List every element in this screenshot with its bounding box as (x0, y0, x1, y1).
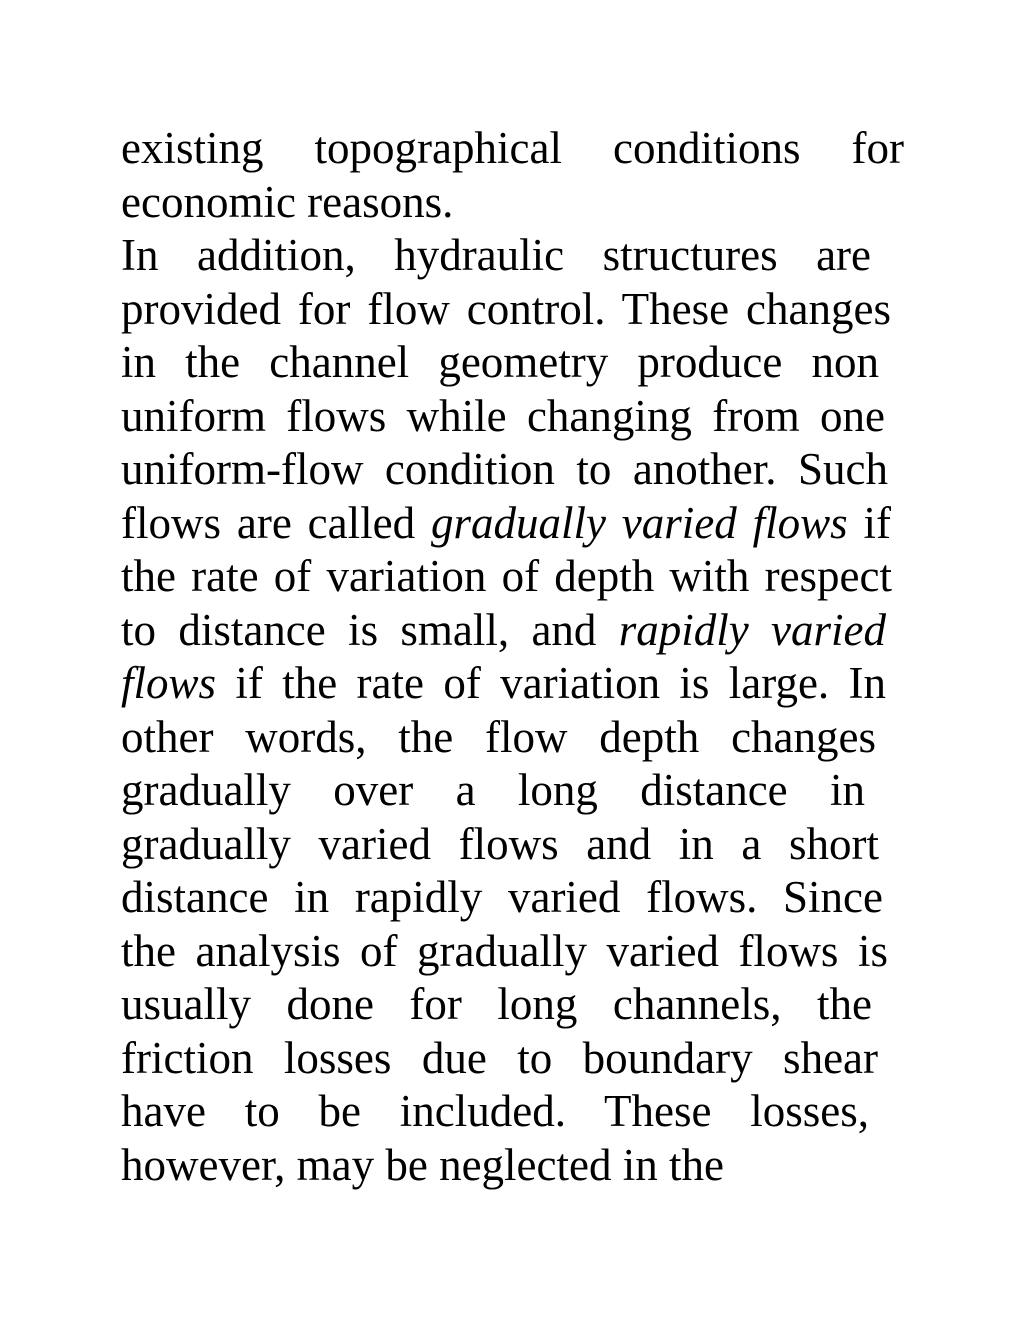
text-segment: the rate of variation of depth with respect (121, 551, 892, 601)
text-line (121, 336, 879, 390)
text-segment: the analysis of gradually varied flows is (121, 925, 888, 976)
text-segment: provided for flow control. These changes (121, 283, 891, 334)
text-segment: economic reasons. (121, 176, 454, 227)
text-segment: gradually varied flows and in a short (121, 818, 879, 869)
text-line (121, 657, 886, 711)
text-line (121, 711, 876, 765)
text-segment: other words, the flow depth changes (121, 711, 876, 762)
text-line (121, 871, 883, 925)
document-body (121, 122, 904, 1192)
text-segment: uniform flows while changing from one (121, 390, 885, 441)
italic-term: rapidly varied (618, 604, 886, 655)
text-line (121, 229, 871, 283)
text-segment: flows are called (121, 497, 431, 548)
italic-term: gradually varied flows (430, 497, 848, 548)
text-line (121, 550, 892, 604)
text-line (121, 818, 879, 872)
italic-term: flows (121, 658, 217, 708)
text-line (121, 390, 885, 444)
text-segment: In addition, hydraulic structures are (121, 230, 871, 280)
text-line (121, 925, 888, 979)
text-segment: friction losses due to boundary shear (121, 1032, 878, 1083)
text-line (121, 443, 888, 497)
text-line (121, 122, 904, 176)
text-segment: uniform-flow condition to another. Such (121, 444, 888, 494)
text-segment: if the rate of variation is large. In (216, 658, 886, 708)
text-line (121, 1139, 904, 1193)
text-line (121, 283, 891, 337)
text-line (121, 1085, 869, 1139)
text-segment: gradually over a long distance in (121, 765, 865, 815)
text-segment: if (847, 497, 891, 548)
text-line (121, 497, 891, 551)
text-line (121, 604, 886, 658)
text-segment: to distance is small, and (121, 604, 619, 655)
text-line (121, 978, 872, 1032)
text-segment: existing topographical conditions for (121, 123, 904, 173)
text-segment: have to be included. These losses, (121, 1086, 869, 1136)
text-segment: distance in rapidly varied flows. Since (121, 872, 883, 922)
text-line (121, 176, 904, 230)
text-segment: however, may be neglected in the (121, 1139, 724, 1190)
text-line (121, 764, 865, 818)
text-segment: usually done for long channels, the (121, 979, 872, 1029)
text-line (121, 1032, 878, 1086)
text-segment: in the channel geometry produce non (121, 337, 879, 387)
